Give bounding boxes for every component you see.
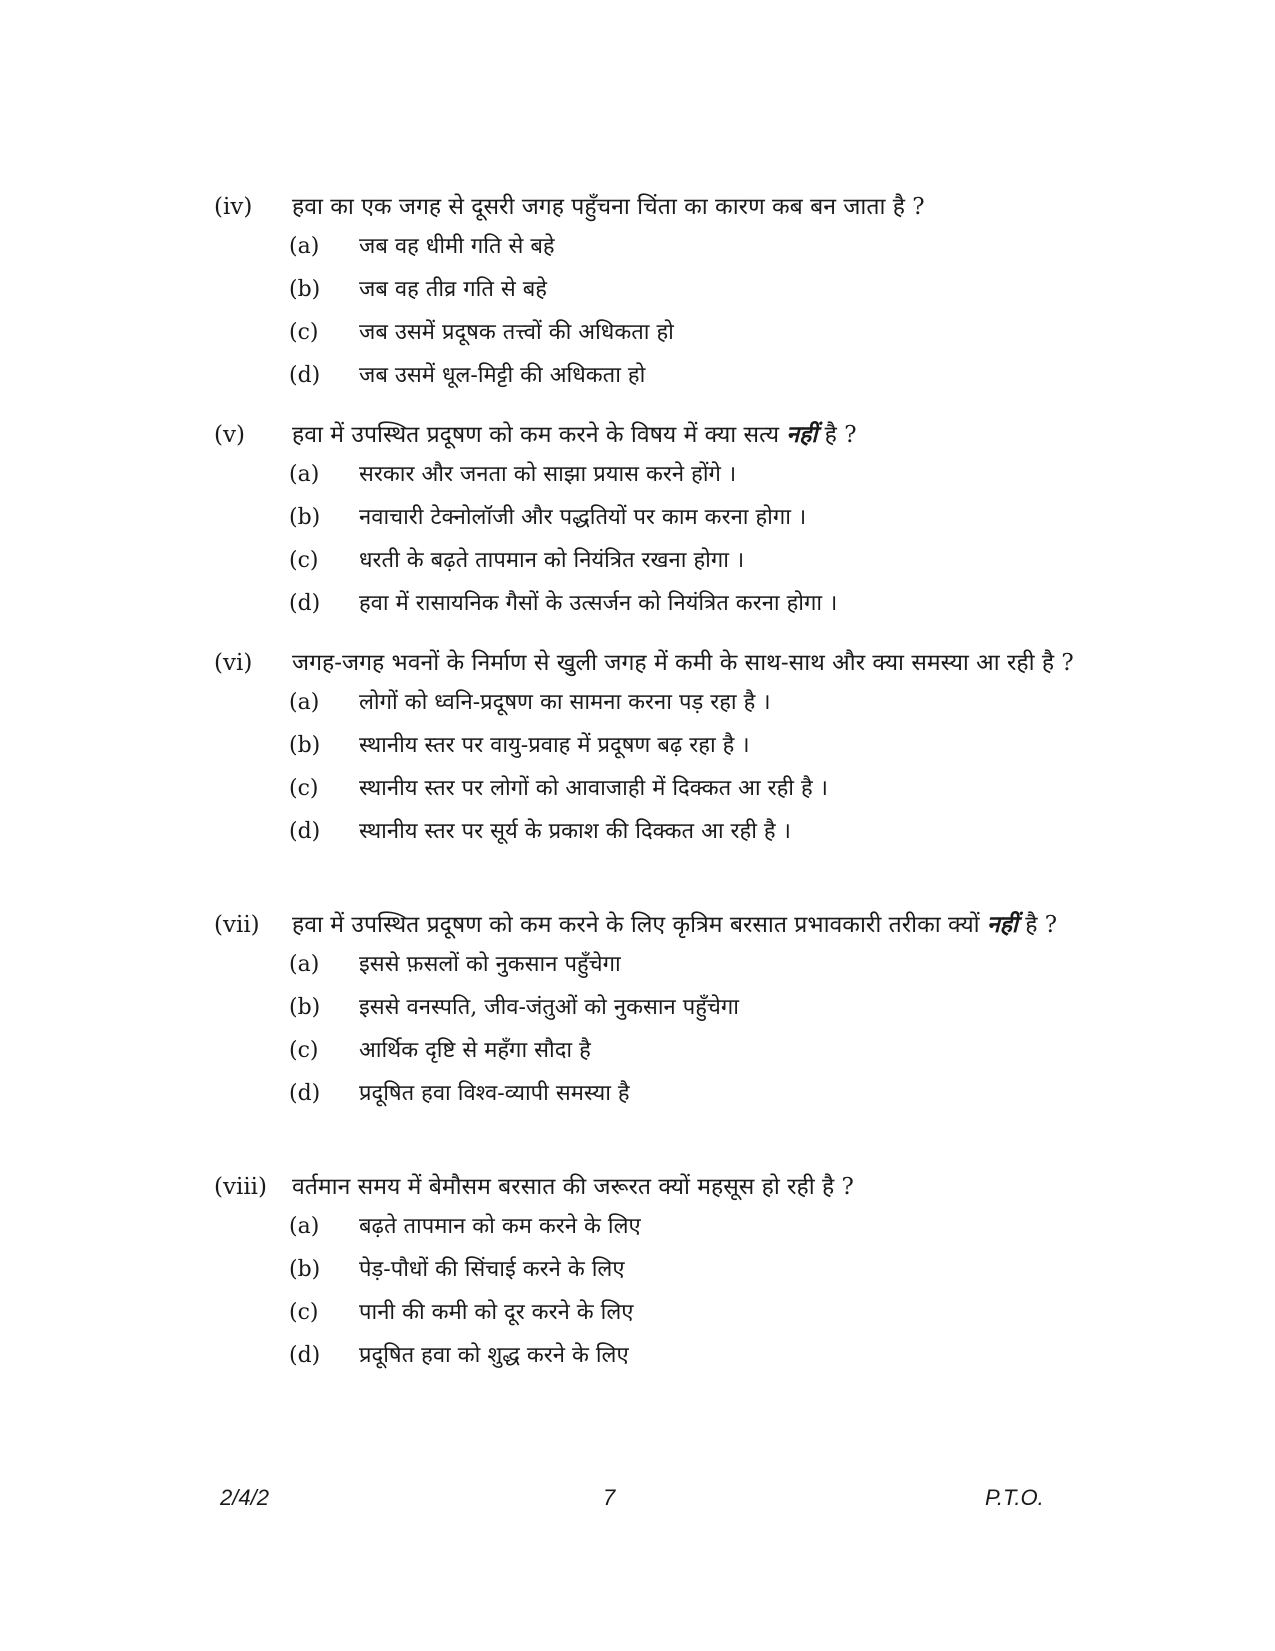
options-list: [289, 950, 1074, 1122]
option-label: (b): [289, 1257, 321, 1282]
option-a: [289, 950, 1074, 993]
option-text: सरकार और जनता को साझा प्रयास करने होंगे ।: [359, 462, 737, 487]
question-text: [292, 1170, 1074, 1204]
option-b: [289, 731, 1074, 774]
option-d: [289, 1079, 1074, 1122]
option-label: (b): [289, 505, 321, 530]
question-text-main: जगह-जगह भवनों के निर्माण से खुली जगह में कमी के साथ-साथ और क्या समस्या आ रही है ?: [292, 650, 1074, 676]
option-d: [289, 1341, 1074, 1384]
question-text-end: है ?: [824, 422, 857, 448]
option-text: स्थानीय स्तर पर वायु-प्रवाह में प्रदूषण बढ़ रहा है ।: [359, 733, 750, 758]
question-stem: [214, 1170, 1074, 1204]
option-b: [289, 1255, 1074, 1298]
option-d: [289, 817, 1074, 860]
question-v: [214, 418, 1074, 632]
option-text: प्रदूषित हवा विश्व-व्यापी समस्या है: [359, 1081, 630, 1106]
option-label: (d): [289, 819, 321, 844]
question-text: [292, 190, 1074, 224]
option-label: (a): [289, 462, 320, 487]
question-stem: [214, 908, 1074, 942]
question-viii: [214, 1170, 1074, 1384]
question-text: [292, 646, 1074, 680]
option-text: बढ़ते तापमान को कम करने के लिए: [359, 1214, 641, 1239]
option-label: (a): [289, 1214, 320, 1239]
question-stem: [214, 646, 1074, 680]
option-label: (d): [289, 1343, 321, 1368]
option-text: धरती के बढ़ते तापमान को नियंत्रित रखना होगा ।: [359, 548, 745, 573]
option-label: (c): [289, 320, 319, 345]
option-label: (c): [289, 1038, 319, 1063]
option-a: [289, 688, 1074, 731]
option-text: जब वह तीव्र गति से बहे: [359, 277, 547, 302]
option-c: [289, 1298, 1074, 1341]
question-number: (iv): [214, 194, 253, 220]
question-number: (vii): [214, 912, 260, 938]
option-text: जब उसमें धूल-मिट्टी की अधिकता हो: [359, 363, 646, 388]
emphasis-word: नहीं: [786, 421, 818, 448]
option-text: पानी की कमी को दूर करने के लिए: [359, 1300, 634, 1325]
option-label: (b): [289, 995, 321, 1020]
emphasis-word: नहीं: [986, 911, 1018, 938]
option-label: (c): [289, 776, 319, 801]
question-stem: [214, 190, 1074, 224]
options-list: [289, 232, 1074, 404]
option-label: (d): [289, 1081, 321, 1106]
paper-code: 2/4/2: [220, 1485, 269, 1510]
options-list: [289, 688, 1074, 860]
question-stem: [214, 418, 1074, 452]
question-text: [292, 418, 1074, 452]
option-text: नवाचारी टेक्नोलॉजी और पद्धतियों पर काम करना होगा ।: [359, 505, 807, 530]
option-a: [289, 460, 1074, 503]
option-text: स्थानीय स्तर पर लोगों को आवाजाही में दिक्कत आ रही है ।: [359, 776, 829, 801]
options-list: [289, 460, 1074, 632]
option-a: [289, 232, 1074, 275]
option-c: [289, 774, 1074, 817]
option-b: [289, 503, 1074, 546]
question-vii: [214, 908, 1074, 1122]
option-c: [289, 318, 1074, 361]
question-text-main: हवा का एक जगह से दूसरी जगह पहुँचना चिंता का कारण कब बन जाता है ?: [292, 194, 925, 220]
option-text: स्थानीय स्तर पर सूर्य के प्रकाश की दिक्कत आ रही है ।: [359, 819, 791, 844]
options-list: [289, 1212, 1074, 1384]
option-d: [289, 361, 1074, 404]
pto-label: P.T.O.: [985, 1485, 1044, 1510]
option-label: (a): [289, 952, 320, 977]
option-d: [289, 589, 1074, 632]
question-number: (vi): [214, 650, 253, 676]
question-number: (v): [214, 422, 245, 448]
option-a: [289, 1212, 1074, 1255]
option-label: (a): [289, 234, 320, 259]
option-b: [289, 993, 1074, 1036]
option-label: (a): [289, 690, 320, 715]
option-label: (c): [289, 548, 319, 573]
question-text-end: है ?: [1025, 912, 1058, 938]
option-b: [289, 275, 1074, 318]
question-text-main: हवा में उपस्थित प्रदूषण को कम करने के विषय में क्या सत्य: [292, 422, 780, 448]
page-number: 7: [603, 1485, 616, 1510]
option-text: लोगों को ध्वनि-प्रदूषण का सामना करना पड़ रहा है ।: [359, 690, 771, 715]
option-label: (b): [289, 733, 321, 758]
option-text: पेड़-पौधों की सिंचाई करने के लिए: [359, 1257, 625, 1282]
option-label: (c): [289, 1300, 319, 1325]
option-label: (d): [289, 363, 321, 388]
option-text: जब वह धीमी गति से बहे: [359, 234, 555, 259]
option-text: आर्थिक दृष्टि से महँगा सौदा है: [359, 1038, 591, 1063]
option-text: इससे फ़सलों को नुकसान पहुँचेगा: [359, 952, 621, 977]
option-text: जब उसमें प्रदूषक तत्त्वों की अधिकता हो: [359, 320, 674, 345]
question-number: (viii): [214, 1174, 268, 1200]
option-text: प्रदूषित हवा को शुद्ध करने के लिए: [359, 1343, 629, 1368]
question-text-main: हवा में उपस्थित प्रदूषण को कम करने के लिए कृत्रिम बरसात प्रभावकारी तरीका क्यों: [292, 912, 980, 938]
question-text-main: वर्तमान समय में बेमौसम बरसात की जरूरत क्यों महसूस हो रही है ?: [292, 1174, 854, 1200]
option-text: इससे वनस्पति, जीव-जंतुओं को नुकसान पहुँचेगा: [359, 995, 739, 1020]
option-text: हवा में रासायनिक गैसों के उत्सर्जन को नियंत्रित करना होगा ।: [359, 591, 838, 616]
option-label: (b): [289, 277, 321, 302]
option-c: [289, 1036, 1074, 1079]
question-text: [292, 908, 1074, 942]
question-vi: [214, 646, 1074, 860]
question-iv: [214, 190, 1074, 404]
option-label: (d): [289, 591, 321, 616]
option-c: [289, 546, 1074, 589]
